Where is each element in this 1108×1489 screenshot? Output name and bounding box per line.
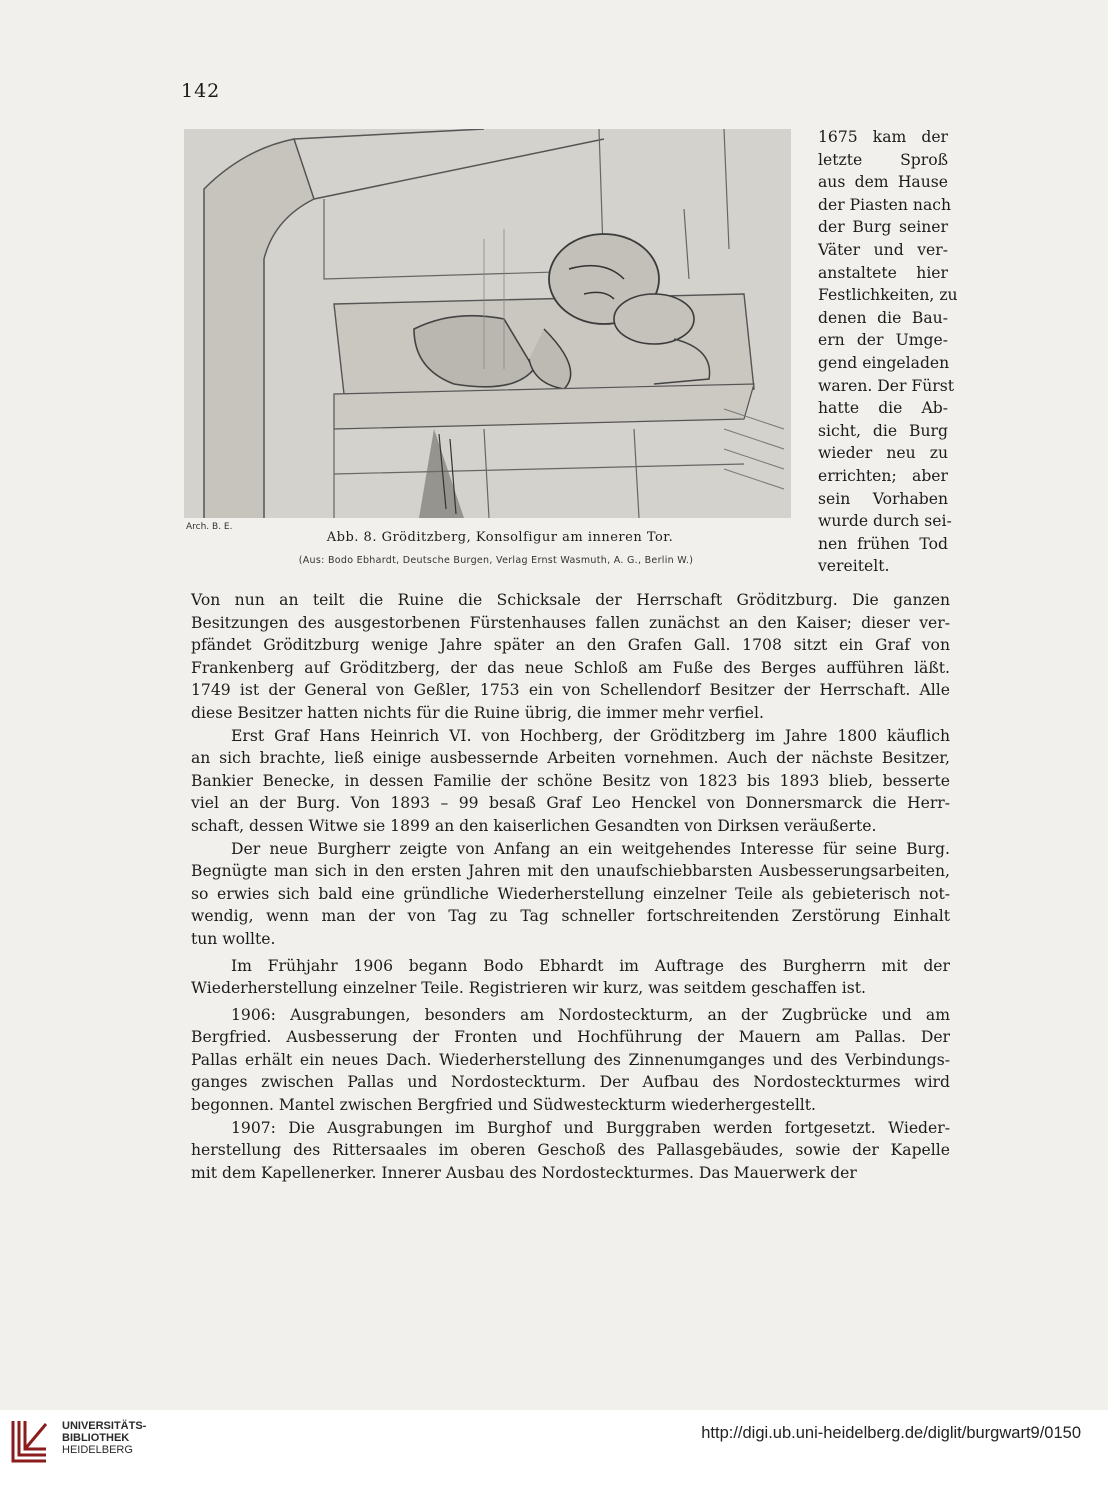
library-line: HEIDELBERG (62, 1444, 133, 1456)
source-url-link[interactable]: http://digi.ub.uni-heidelberg.de/diglit/burgwart9/0150 (701, 1424, 1081, 1442)
university-library-logo (11, 1419, 48, 1463)
body-line: viel an der Burg. Von 1893 – 99 besaß Graf Leo Henckel von Donnersmarck die Herr- (191, 794, 950, 813)
body-line: 1906: Ausgrabungen, besonders am Nordosteckturm, an der Zugbrücke und am (231, 1005, 950, 1024)
body-line: Erst Graf Hans Heinrich VI. von Hochberg, der Gröditzberg im Jahre 1800 käuflich (231, 726, 950, 745)
figure-sketch (184, 129, 791, 518)
side-line: sicht, die Burg (818, 421, 948, 440)
body-line: schaft, dessen Witwe sie 1899 an den kaiserlichen Gesandten von Dirksen veräußerte. (191, 816, 877, 835)
body-line: 1907: Die Ausgrabungen im Burghof und Burggraben werden fortgesetzt. Wieder- (231, 1118, 950, 1137)
library-name (62, 1420, 146, 1456)
figure-caption: Abb. 8. Gröditzberg, Konsolfigur am inneren Tor. (326, 530, 674, 545)
side-line: letzte Sproß (818, 150, 948, 169)
body-line: ganges zwischen Pallas und Nordosteckturm. Der Aufbau des Nordosteckturmes wird (191, 1073, 950, 1092)
page-number: 142 (181, 80, 221, 102)
side-line: anstaltete hier (818, 263, 948, 282)
body-line: an sich brachte, ließ einige ausbessernde Arbeiten vornehmen. Auch der nächste Besitzer, (191, 749, 950, 768)
body-line: Der neue Burgherr zeigte von Anfang an ein weitgehendes Interesse für seine Burg. (231, 839, 950, 858)
body-text (191, 589, 950, 1184)
side-line: waren. Der Fürst (818, 376, 955, 395)
body-line: herstellung des Rittersaales im oberen Geschoß des Pallasgebäudes, sowie der Kapelle (191, 1141, 950, 1160)
side-line: der Burg seiner (818, 218, 948, 237)
side-line: denen die Bau- (818, 308, 948, 327)
side-line: wurde durch sei- (818, 512, 952, 531)
side-line: 1675 kam der (818, 128, 948, 146)
side-line: Festlichkeiten, zu (818, 286, 958, 305)
side-line: aus dem Hause (818, 173, 948, 192)
body-line: wendig, wenn man der von Tag zu Tag schneller fortschreitenden Zerstörung Einhalt (191, 907, 950, 926)
side-line: gend eingeladen (818, 353, 950, 372)
side-line: hatte die Ab- (818, 399, 948, 418)
side-line: vereitelt. (818, 557, 890, 576)
figure-source: (Aus: Bodo Ebhardt, Deutsche Burgen, Verlag Ernst Wasmuth, A. G., Berlin W.) (298, 555, 694, 566)
figure-credit: Arch. B. E. (186, 522, 233, 532)
body-line: Begnügte man sich in den ersten Jahren mit den unaufschiebbarsten Ausbesserungsarbeiten, (191, 862, 950, 881)
side-line: der Piasten nach (818, 195, 952, 214)
library-line: BIBLIOTHEK (62, 1432, 130, 1444)
side-line: sein Vorhaben (818, 489, 948, 508)
side-column-text (818, 126, 958, 578)
side-line: errichten; aber (818, 466, 948, 485)
body-line: tun wollte. (191, 929, 276, 948)
body-line: Bankier Benecke, in dessen Familie der schöne Besitz von 1823 bis 1893 blieb, besserte (191, 771, 950, 790)
body-line: Im Frühjahr 1906 begann Bodo Ebhardt im Auftrage des Burgherrn mit der (231, 956, 950, 975)
body-line: Besitzungen des ausgestorbenen Fürstenhauses fallen zunächst an den Kaiser; dieser ver- (191, 613, 950, 632)
side-line: wieder neu zu (818, 444, 948, 463)
footer-bar (0, 1410, 1108, 1489)
body-line: so erwies sich bald eine gründliche Wiederherstellung einzelner Teile als gebieterisch not- (191, 884, 950, 903)
body-line: pfändet Gröditzburg wenige Jahre später an den Grafen Gall. 1708 sitzt ein Graf von (191, 636, 950, 655)
side-line: ern der Umge- (818, 331, 948, 350)
stone-corbel-sketch (184, 129, 791, 518)
body-line: begonnen. Mantel zwischen Bergfried und Südwesteckturm wiederhergestellt. (191, 1096, 817, 1115)
body-line: Frankenberg auf Gröditzberg, der das neue Schloß am Fuße des Berges aufführen läßt. (191, 658, 950, 677)
body-line: Von nun an teilt die Ruine die Schicksale der Herrschaft Gröditzburg. Die ganzen (191, 591, 950, 609)
side-line: nen frühen Tod (818, 534, 948, 553)
body-line: Wiederherstellung einzelner Teile. Registrieren wir kurz, was seitdem geschaffen ist. (191, 979, 866, 998)
body-line: Bergfried. Ausbesserung der Fronten und Hochführung der Mauern am Pallas. Der (191, 1028, 950, 1047)
body-line: 1749 ist der General von Geßler, 1753 ein von Schellendorf Besitzer der Herrschaft. Alle (191, 681, 950, 700)
body-line: mit dem Kapellenerker. Innerer Ausbau des Nordosteckturmes. Das Mauerwerk der (191, 1163, 857, 1182)
library-line: UNIVERSITÄTS- (62, 1420, 147, 1432)
body-line: diese Besitzer hatten nichts für die Ruine übrig, die immer mehr verfiel. (191, 703, 764, 722)
side-line: Väter und ver- (818, 240, 948, 259)
body-line: Pallas erhält ein neues Dach. Wiederherstellung des Zinnenumganges und des Verbindungs- (191, 1050, 950, 1069)
